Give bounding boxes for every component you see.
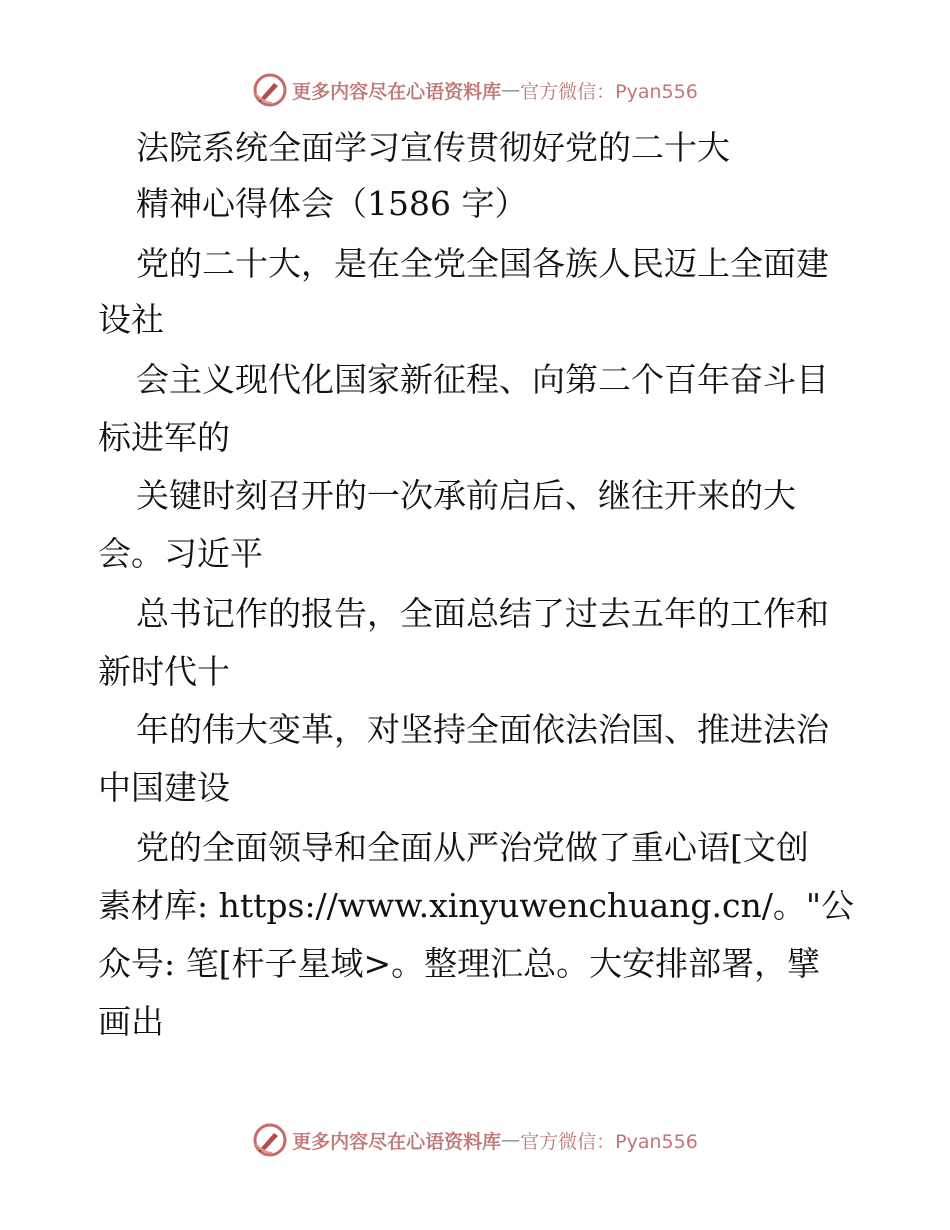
- paragraph-line: 标进军的: [98, 418, 230, 457]
- paragraph-line: 总书记作的报告，全面总结了过去五年的工作和: [136, 594, 829, 633]
- watermark-brand-text: 更多内容尽在心语资料库: [292, 80, 502, 103]
- document-title-line-2: 精神心得体会（1586 字）: [136, 184, 528, 223]
- header-watermark: [0, 70, 950, 110]
- watermark-separator: —: [501, 1129, 521, 1151]
- paragraph-line: 会。习近平: [98, 534, 263, 573]
- watermark-separator: —: [501, 79, 521, 101]
- paragraph-line: 年的伟大变革，对坚持全面依法治国、推进法治: [136, 710, 829, 749]
- paragraph-line: 会主义现代化国家新征程、向第二个百年奋斗目: [136, 360, 829, 399]
- paragraph-line: 设社: [98, 300, 164, 339]
- paragraph-line: 党的二十大，是在全党全国各族人民迈上全面建: [136, 244, 829, 283]
- paragraph-line: 画出: [98, 1002, 164, 1041]
- watermark-brand-text: 更多内容尽在心语资料库: [292, 1130, 502, 1153]
- pen-circle-logo-icon: [252, 1122, 288, 1158]
- footer-watermark: [0, 1120, 950, 1160]
- paragraph-line: 素材库: https://www.xinyuwenchuang.cn/。"公: [98, 886, 855, 925]
- paragraph-line: 中国建设: [98, 768, 230, 807]
- paragraph-line: 党的全面领导和全面从严治党做了重心语[文创: [136, 828, 809, 867]
- watermark-contact-text: 官方微信：Pyan556: [520, 1130, 698, 1153]
- pen-circle-logo-icon: [252, 72, 288, 108]
- paragraph-line: 关键时刻召开的一次承前启后、继往开来的大: [136, 476, 796, 515]
- document-title-line-1: 法院系统全面学习宣传贯彻好党的二十大: [136, 128, 730, 167]
- watermark-contact-text: 官方微信：Pyan556: [520, 80, 698, 103]
- paragraph-line: 新时代十: [98, 652, 230, 691]
- paragraph-line: 众号: 笔[杆子星域>。整理汇总。大安排部署，擘: [98, 944, 821, 983]
